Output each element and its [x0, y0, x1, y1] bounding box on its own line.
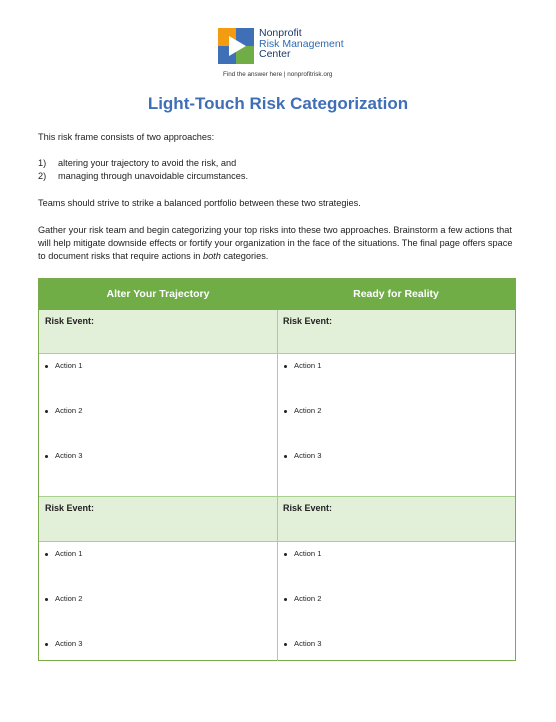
instructions-paragraph: [38, 224, 520, 263]
action-label: Action 3: [294, 451, 322, 460]
bullet-icon: [45, 410, 48, 413]
action-label: Action 3: [55, 451, 83, 460]
action-item: [284, 594, 321, 603]
bullet-icon: [45, 365, 48, 368]
action-label: Action 1: [294, 361, 322, 370]
action-label: Action 3: [294, 639, 322, 648]
list-number: 1): [38, 158, 47, 168]
action-item: [284, 406, 321, 415]
action-item: [45, 406, 82, 415]
page-title: Light-Touch Risk Categorization: [147, 94, 409, 113]
bullet-icon: [284, 553, 287, 556]
instructions-text: Gather your risk team and begin categorizing your top risks into these two approaches. Brainstorm a few actions that will help mitigate downside effects or fortify your organization in the face of the situations. The final page offers space to document risks that require actions in: [38, 225, 513, 261]
column-header-alter: Alter Your Trajectory: [106, 288, 210, 300]
approach-list: [38, 157, 520, 183]
bullet-icon: [284, 365, 287, 368]
column-divider: [277, 310, 278, 661]
instructions-text-end: categories.: [220, 251, 269, 261]
bullet-icon: [45, 643, 48, 646]
list-number: 2): [38, 171, 47, 181]
bullet-icon: [45, 598, 48, 601]
action-label: Action 3: [55, 639, 83, 648]
intro-paragraph: This risk frame consists of two approaches:: [38, 132, 215, 142]
bullet-icon: [45, 553, 48, 556]
nrmc-logo-icon: [218, 28, 254, 64]
risk-event-label: Risk Event:: [283, 316, 333, 326]
logo: [218, 28, 368, 84]
logo-line-1: Nonprofit: [259, 27, 302, 39]
action-label: Action 2: [294, 594, 322, 603]
action-label: Action 2: [55, 406, 83, 415]
bullet-icon: [284, 643, 287, 646]
action-item: [45, 639, 82, 648]
logo-tagline: Find the answer here | nonprofitrisk.org: [223, 71, 333, 78]
bullet-icon: [284, 455, 287, 458]
instructions-emphasis: both: [202, 251, 221, 261]
action-label: Action 2: [55, 594, 83, 603]
list-item: [38, 170, 520, 183]
action-label: Action 1: [294, 549, 322, 558]
column-header-ready: Ready for Reality: [353, 288, 439, 300]
action-label: Action 1: [55, 361, 83, 370]
action-item: [284, 451, 321, 460]
action-item: [45, 361, 82, 370]
action-item: [284, 361, 321, 370]
action-item: [284, 549, 321, 558]
action-item: [45, 594, 82, 603]
table-header: [39, 279, 515, 310]
action-item: [284, 639, 321, 648]
risk-event-label: Risk Event:: [45, 503, 95, 513]
action-label: Action 1: [55, 549, 83, 558]
action-item: [45, 451, 82, 460]
risk-event-label: Risk Event:: [283, 503, 333, 513]
risk-event-label: Risk Event:: [45, 316, 95, 326]
logo-wordmark: [259, 28, 344, 60]
action-item: [45, 549, 82, 558]
bullet-icon: [284, 598, 287, 601]
action-label: Action 2: [294, 406, 322, 415]
strategy-paragraph: Teams should strive to strike a balanced portfolio between these two strategies.: [38, 198, 361, 208]
list-item: [38, 157, 520, 170]
risk-categorization-table: [38, 278, 516, 661]
bullet-icon: [284, 410, 287, 413]
bullet-icon: [45, 455, 48, 458]
list-text: altering your trajectory to avoid the risk, and: [58, 158, 237, 168]
list-text: managing through unavoidable circumstances.: [58, 171, 248, 181]
logo-line-3: Center: [259, 48, 291, 60]
logo-line-2: Risk Management: [259, 37, 344, 50]
